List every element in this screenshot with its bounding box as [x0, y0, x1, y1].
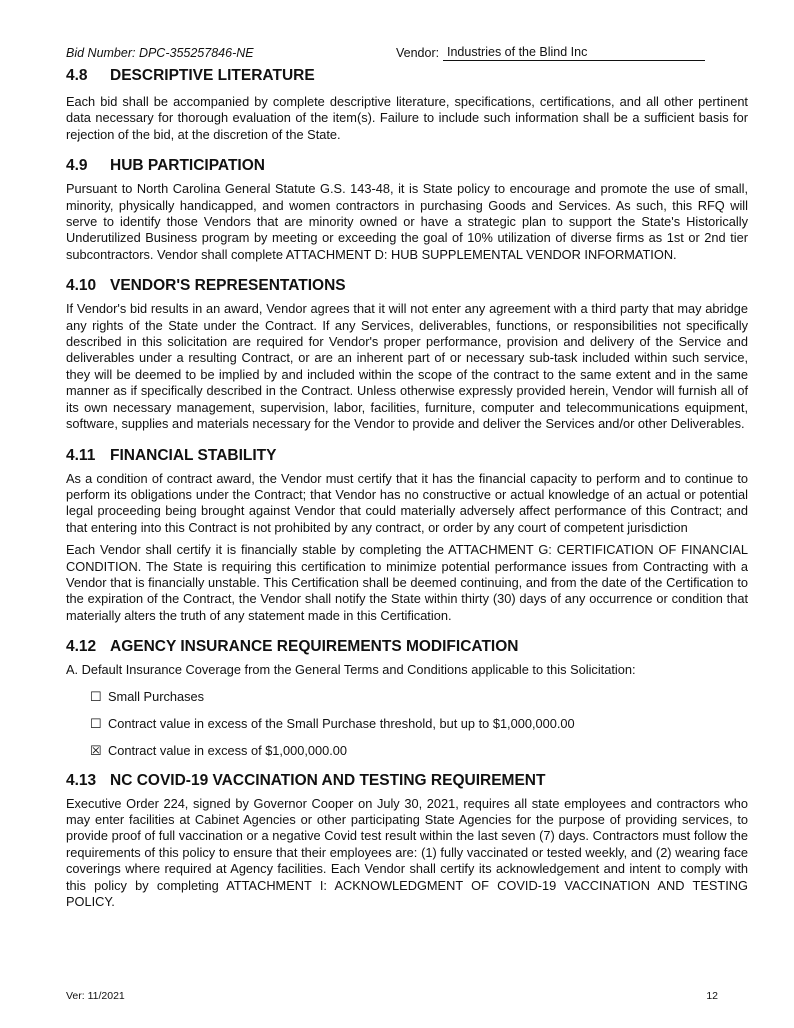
section-heading-4-8 — [66, 66, 748, 86]
option-label: Contract value in excess of $1,000,000.00 — [108, 742, 348, 758]
section-title: FINANCIAL STABILITY — [110, 446, 277, 464]
section-number: 4.11 — [66, 446, 96, 464]
vendor-name-field: Industries of the Blind Inc — [443, 44, 705, 61]
section-title: NC COVID-19 VACCINATION AND TESTING REQUIREMENT — [110, 771, 546, 789]
section-heading-4-10 — [66, 276, 748, 296]
section-number: 4.8 — [66, 67, 88, 84]
section-paragraph: If Vendor's bid results in an award, Vendor agrees that it will not enter any agreement with a third party that may abridge any rights of the State under the Contract. If any Services, deliverables, functions, or responsibilities not specifically described in this solicitation are required for Vendor's proper performance, provision and delivery of the Service and deliverables under a resulting Contract, or are an inherent part of or necessary sub-task included within such service, they will be deemed to be implied by and included within the scope of the contract to the same extent and in the same manner as if specifically described in the Contract. Unless otherwise expressly provided herein, Vendor will furnish all of its own necessary management, supervision, labor, facilities, furniture, computer and telecommunications equipment, software, supplies and materials necessary for the Vendor to provide and deliver the Services and/or other Deliverables. — [66, 301, 748, 432]
checkbox-option[interactable] — [90, 716, 748, 732]
bid-number: Bid Number: DPC-355257846-NE — [66, 46, 254, 60]
section-paragraph: A. Default Insurance Coverage from the General Terms and Conditions applicable to this Solicitation: — [66, 662, 636, 678]
option-label: Contract value in excess of the Small Purchase threshold, but up to $1,000,000.00 — [108, 715, 575, 731]
section-heading-4-13 — [66, 771, 748, 791]
section-heading-4-11 — [66, 446, 748, 466]
page-number: 12 — [706, 990, 718, 1002]
insurance-options — [66, 689, 748, 759]
section-number: 4.13 — [66, 771, 97, 789]
section-title: AGENCY INSURANCE REQUIREMENTS MODIFICATION — [110, 638, 519, 656]
checkbox-icon: ☐ — [90, 715, 102, 731]
checked-checkbox-icon: ☒ — [90, 742, 102, 758]
checkbox-option[interactable] — [90, 689, 748, 705]
section-paragraph: Each bid shall be accompanied by complete descriptive literature, specifications, certifications, and all other pertinent data necessary for thorough evaluation of the item(s). Failure to include such information shall be a sufficient basis for rejection of the bid, at the discretion of the State. — [66, 94, 748, 142]
section-title: DESCRIPTIVE LITERATURE — [110, 67, 315, 84]
section-number: 4.9 — [66, 157, 88, 175]
section-paragraph: Executive Order 224, signed by Governor Cooper on July 30, 2021, requires all state employees and contractors who may enter facilities at Cabinet Agencies or other participating State Agencies for the purpose of providing services, to provide proof of full vaccination or a negative Covid test result within the last seven (7) days. Contractors must follow the requirements of this policy to ensure that their employees are: (1) fully vaccinated or tested weekly, and (2) wearing face coverings where required at Agency facilities. Each Vendor shall certify its acknowledgement and intent to comply with this policy by completing ATTACHMENT I: ACKNOWLEDGMENT OF COVID-19 VACCINATION AND TESTING POLICY. — [66, 795, 748, 909]
section-heading-4-12 — [66, 637, 748, 657]
section-title: HUB PARTICIPATION — [110, 157, 265, 175]
checkbox-option[interactable] — [90, 743, 748, 759]
section-paragraph: Each Vendor shall certify it is financially stable by completing the ATTACHMENT G: CERTIFICATION OF FINANCIAL CONDITION. The State is requiring this certification to minimize potential performance issues from Contracting with a Vendor that is financially unstable. This Certification shall be deemed continuing, and from the date of the Certification to the expiration of the Contract, the Vendor shall notify the State within thirty (30) days of any occurrence or condition that materially alters the truth of any statement made in this Certification. — [66, 542, 748, 623]
section-paragraph: Pursuant to North Carolina General Statute G.S. 143-48, it is State policy to encourage and promote the use of small, minority, physically handicapped, and women contractors in purchasing Goods and Services. As such, this RFQ will serve to identify those Vendors that are minority owned or have a strategic plan to support the State's Historically Underutilized Business program by meeting or exceeding the goal of 10% utilization of diverse firms as 1st or 2nd tier subcontractors. Vendor shall complete ATTACHMENT D: HUB SUPPLEMENTAL VENDOR INFORMATION. — [66, 181, 748, 262]
section-heading-4-9 — [66, 156, 748, 176]
page-header — [66, 46, 746, 62]
vendor-label: Vendor: — [396, 46, 440, 60]
section-number: 4.12 — [66, 638, 97, 656]
section-paragraph: As a condition of contract award, the Vendor must certify that it has the financial capacity to perform and to continue to perform its obligations under the Contract; that Vendor has no constructive or actual knowledge of an actual or potential legal proceeding being brought against Vendor that could materially adversely affect performance of this Contract; and that entering into this Contract is not prohibited by any contract, or order by any court of competent jurisdiction — [66, 470, 748, 535]
section-number: 4.10 — [66, 277, 97, 295]
version-label: Ver: 11/2021 — [66, 990, 125, 1002]
option-label: Small Purchases — [108, 688, 205, 704]
checkbox-icon: ☐ — [90, 688, 102, 704]
section-title: VENDOR'S REPRESENTATIONS — [110, 277, 346, 295]
document-body — [66, 66, 748, 910]
